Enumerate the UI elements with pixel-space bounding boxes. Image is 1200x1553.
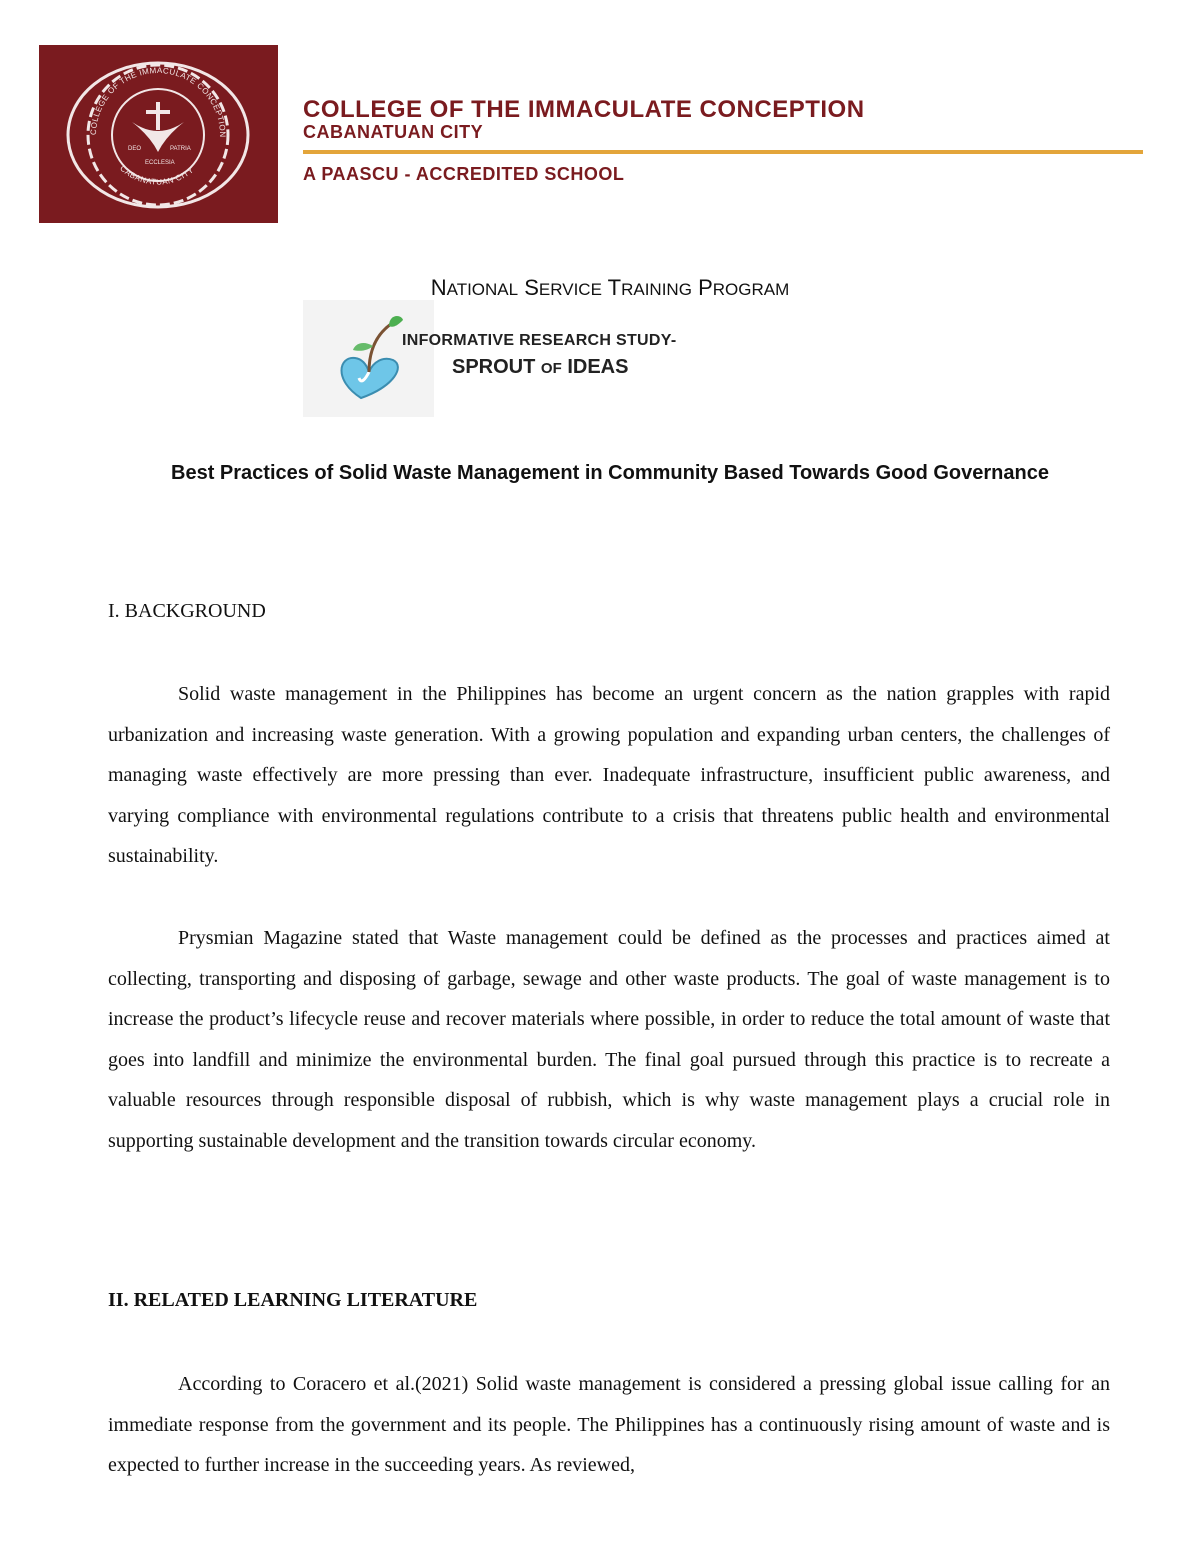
seal-motto-bottom: ECCLESIA (145, 160, 175, 166)
svg-text:CABANATUAN CITY (118, 164, 196, 187)
accreditation-label: A PAASCU - ACCREDITED SCHOOL (303, 164, 625, 184)
related-literature-paragraph-1: According to Coracero et al.(2021) Solid waste management is considered a pressing global issue calling for an immediate response from the government and its people. The Philippines has a continuously rising amount of waste and is expected to further increase in the succeeding years. As reviewed, (108, 1373, 1110, 1476)
study-type-label: INFORMATIVE RESEARCH STUDY- (402, 332, 677, 349)
header-divider (303, 150, 1143, 154)
college-city: CABANATUAN CITY (303, 122, 484, 142)
paper-title: Best Practices of Solid Waste Management in Community Based Towards Good Governance (171, 462, 1049, 484)
section-heading-related-literature: II. RELATED LEARNING LITERATURE (108, 1289, 478, 1311)
college-name: COLLEGE OF THE IMMACULATE CONCEPTION (303, 96, 865, 123)
sprout-logo (303, 300, 434, 417)
college-seal-icon (66, 60, 251, 210)
college-seal-logo (39, 45, 278, 223)
study-name-label: SPROUT OF IDEAS (452, 356, 629, 378)
section-heading-background: I. BACKGROUND (108, 600, 266, 622)
program-title: NATIONAL SERVICE TRAINING PROGRAM (430, 275, 790, 300)
seal-ring-top-text: COLLEGE OF THE IMMACULATE CONCEPTION (88, 65, 228, 138)
background-paragraph-2: Prysmian Magazine stated that Waste management could be defined as the processes and practices aimed at collecting, transporting and disposing of garbage, sewage and other waste products. The goal of waste management is to increase the product’s lifecycle reuse and recover materials where possible, in order to reduce the total amount of waste that goes into landfill and minimize the environmental burden. The final goal pursued through this practice is to recreate a valuable resources through responsible disposal of rubbish, which is why waste management plays a crucial role in supporting sustainable development and the transition towards circular economy. (108, 927, 1110, 1152)
seal-motto-left: DEO (128, 146, 142, 152)
background-paragraph-1: Solid waste management in the Philippines has become an urgent concern as the nation grapples with rapid urbanization and increasing waste generation. With a growing population and expanding urban centers, the challenges of managing waste effectively are more pressing than ever. Inadequate infrastructure, insufficient public awareness, and varying compliance with environmental regulations contribute to a crisis that threatens public health and environmental sustainability. (108, 683, 1110, 867)
seal-ring-bottom-text: CABANATUAN CITY (118, 163, 196, 187)
sprout-heart-icon (303, 300, 434, 417)
seal-motto-right: PATRIA (170, 146, 191, 152)
